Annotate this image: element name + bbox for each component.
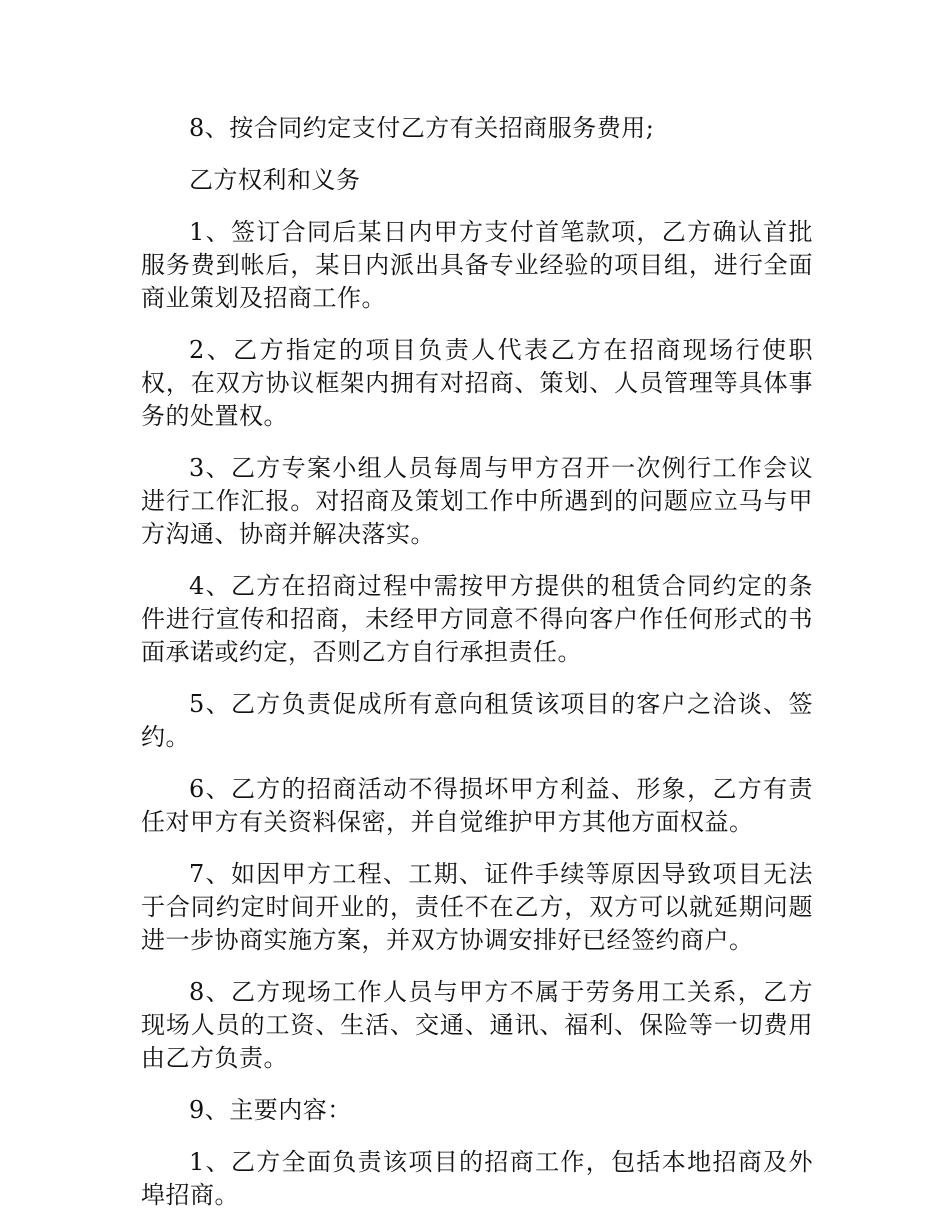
- paragraph-clause-9-heading: 9、主要内容：: [189, 1096, 352, 1124]
- paragraph-payment-obligation: 8、按合同约定支付乙方有关招商服务费用;: [189, 114, 655, 142]
- paragraph-clause-4: 4、乙方在招商过程中需按甲方提供的租赁合同约定的条件进行宣传和招商，未经甲方同意不得向客户作任何形式的书面承诺或约定，否则乙方自行承担责任。: [141, 572, 813, 666]
- section-heading-party-b-rights: 乙方权利和义务: [189, 166, 361, 194]
- paragraph-clause-2: 2、乙方指定的项目负责人代表乙方在招商现场行使职权，在双方协议框架内拥有对招商、策划、人员管理等具体事务的处置权。: [141, 336, 813, 430]
- paragraph-clause-8: 8、乙方现场工作人员与甲方不属于劳务用工关系，乙方现场人员的工资、生活、交通、通讯、福利、保险等一切费用由乙方负责。: [141, 978, 813, 1072]
- paragraph-clause-6: 6、乙方的招商活动不得损坏甲方利益、形象，乙方有责任对甲方有关资料保密，并自觉维护甲方其他方面权益。: [141, 775, 813, 836]
- paragraph-clause-3: 3、乙方专案小组人员每周与甲方召开一次例行工作会议进行工作汇报。对招商及策划工作中所遇到的问题应立马与甲方沟通、协商并解决落实。: [141, 454, 813, 548]
- paragraph-clause-7: 7、如因甲方工程、工期、证件手续等原因导致项目无法于合同约定时间开业的，责任不在乙方，双方可以就延期问题进一步协商实施方案，并双方协调安排好已经签约商户。: [141, 860, 813, 954]
- document-body: [141, 112, 813, 1231]
- paragraph-clause-1: 1、签订合同后某日内甲方支付首笔款项，乙方确认首批服务费到帐后，某日内派出具备专业经验的项目组，进行全面商业策划及招商工作。: [141, 218, 813, 312]
- paragraph-clause-5: 5、乙方负责促成所有意向租赁该项目的客户之洽谈、签约。: [141, 690, 813, 751]
- paragraph-content-1: 1、乙方全面负责该项目的招商工作，包括本地招商及外埠招商。: [141, 1148, 813, 1209]
